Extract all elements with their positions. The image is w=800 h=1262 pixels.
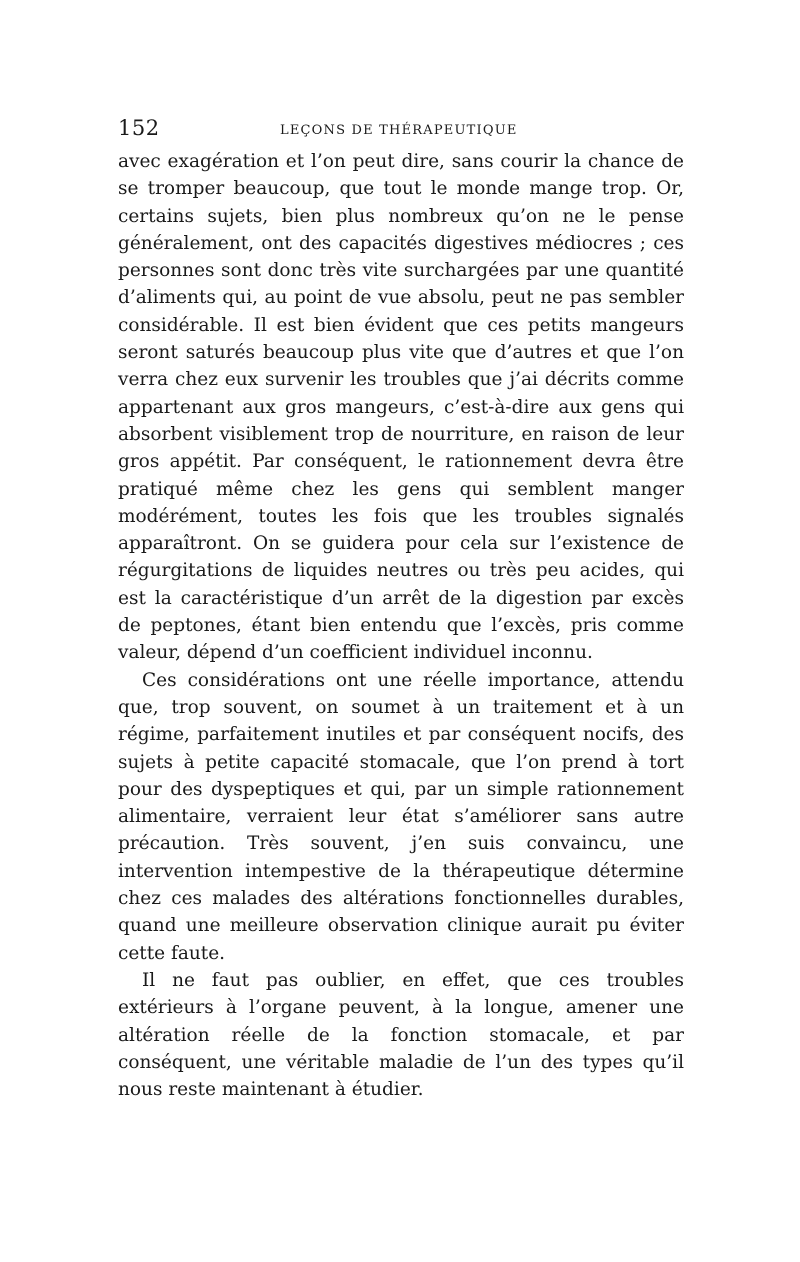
book-page bbox=[118, 112, 684, 1103]
page-number: 152 bbox=[118, 116, 160, 140]
running-head bbox=[118, 112, 684, 148]
paragraph: Il ne faut pas oublier, en effet, que ces troubles extérieurs à l’organe peuvent, à la longue, amener une altération réelle de la fonction stomacale, et par conséquent, une véritable maladie de l’un des types qu’il nous reste maintenant à étudier. bbox=[118, 969, 684, 1101]
running-title: LEÇONS DE THÉRAPEUTIQUE bbox=[280, 123, 518, 138]
paragraph: Ces considérations ont une réelle importance, attendu que, trop souvent, on soumet à un traitement et à un régime, parfaitement inutiles et par conséquent nocifs, des sujets à petite capacité stomacale, que l’on prend à tort pour des dyspeptiques et qui, par un simple rationnement alimentaire, verraient leur état s’améliorer sans autre précaution. Très souvent, j’en suis convaincu, une intervention intempestive de la thérapeutique détermine chez ces malades des altérations fonctionnelles durables, quand une meilleure observation clinique aurait pu éviter cette faute. bbox=[118, 669, 684, 964]
body-text bbox=[118, 148, 684, 1103]
paragraph-continuation: avec exagération et l’on peut dire, sans courir la chance de se tromper beaucoup, que tout le monde mange trop. Or, certains sujets, bien plus nombreux qu’on ne le pense généralement, ont des capacités digestives médiocres ; ces personnes sont donc très vite surchargées par une quantité d’aliments qui, au point de vue absolu, peut ne pas sembler considérable. Il est bien évident que ces petits mangeurs seront saturés beaucoup plus vite que d’autres et que l’on verra chez eux survenir les troubles que j’ai décrits comme appartenant aux gros mangeurs, c’est-à-dire aux gens qui absorbent visiblement trop de nourriture, en raison de leur gros appétit. Par conséquent, le rationnement devra être pratiqué même chez les gens qui semblent manger modérément, toutes les fois que les troubles signalés apparaîtront. On se guidera pour cela sur l’existence de régurgitations de liquides neutres ou très peu acides, qui est la caractéristique d’un arrêt de la digestion par excès de peptones, étant bien entendu que l’excès, pris comme valeur, dépend d’un coefficient individuel inconnu. bbox=[118, 151, 684, 664]
